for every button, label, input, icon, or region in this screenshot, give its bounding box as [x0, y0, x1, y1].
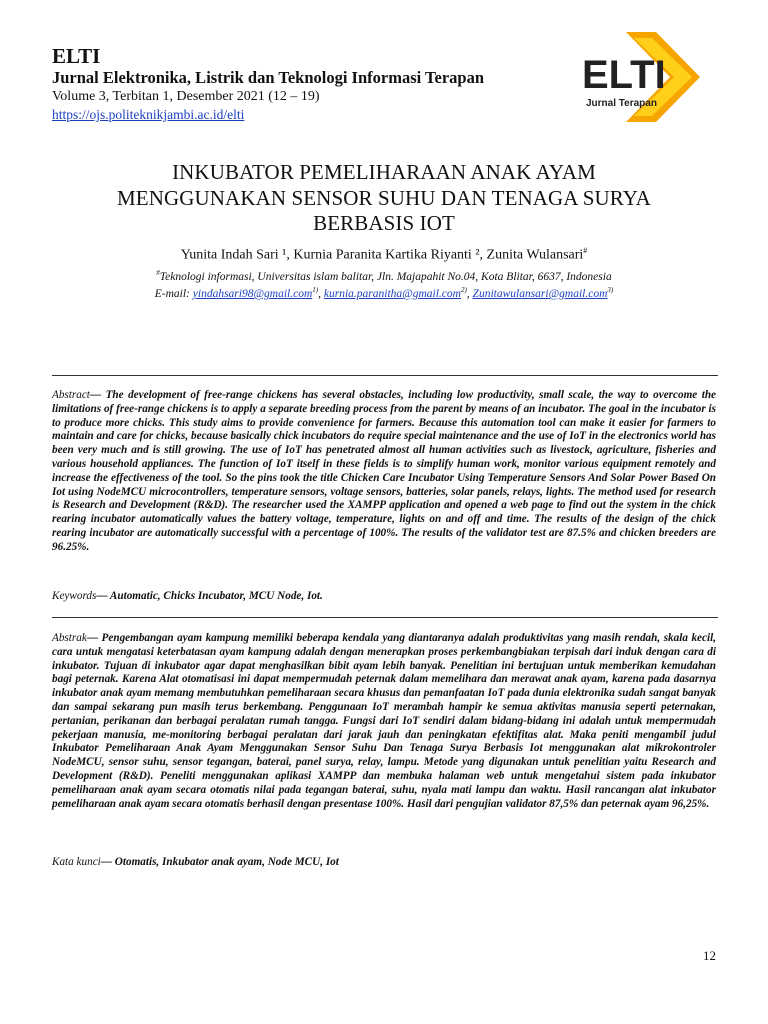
paper-authors: [40, 242, 728, 265]
journal-volume: Volume 3, Terbitan 1, Desember 2021 (12 – 19): [52, 89, 320, 104]
affiliation-mark: #: [156, 269, 160, 277]
elti-logo: [574, 30, 704, 124]
abstract-dash: —: [89, 389, 106, 401]
email-link-3[interactable]: Zunitawulansari@gmail.com: [472, 287, 608, 300]
logo-tagline: Jurnal Terapan: [586, 98, 657, 109]
abstract-label: Abstract: [52, 389, 90, 401]
email-link-2[interactable]: kurnia.paranitha@gmail.com: [323, 287, 461, 300]
abstract-indonesian: [52, 632, 716, 811]
affiliation-text: Teknologi informasi, Universitas islam balitar, Jln. Majapahit No.04, Kota Blitar, 6637, Indonesia: [159, 270, 612, 283]
kata-kunci-label: Kata kunci: [52, 856, 101, 868]
email-mark: 2): [460, 286, 467, 294]
title-line: MENGGUNAKAN SENSOR SUHU DAN TENAGA SURYA: [117, 185, 651, 210]
email-separator: ,: [318, 287, 324, 300]
email-link-1[interactable]: yindahsari98@gmail.com: [192, 287, 313, 300]
email-mark: 1): [312, 286, 319, 294]
email-label: E-mail:: [154, 287, 193, 300]
abstract-english: [52, 389, 716, 555]
journal-full-name: Jurnal Elektronika, Listrik dan Teknologi Informasi Terapan: [52, 68, 485, 87]
email-separator: ,: [466, 287, 473, 300]
abstrak-label: Abstrak: [52, 632, 87, 644]
page-number: 12: [703, 948, 716, 963]
divider-top: [52, 375, 718, 376]
affiliation: [40, 266, 728, 285]
journal-header: [52, 44, 572, 124]
abstract-text: The development of free-range chickens has several obstacles, including low productivity, small scale, the way to overcome the limitations of free-range chickens is to apply a separate breeding process from the parent by means of an incubator. The goal in the incubator is to produce more chicks. This study aims to provide convenience for farmers. Because this automation tool can make it easier for farmers to maintain and care for chicks, because basically chick incubators do require special maintenance and the use of IoT in the electronics world has been very much and is still growing. The use of IoT has penetrated almost all human activities such as livestock, agriculture, fisheries and various household appliances. The function of IoT itself in these fields is to simplify human work, monitor various equipment remotely and increase the effectiveness of the tool. So the pins took the title Chicken Care Incubator Using Temperature Sensors And Solar Power Based On Iot using NodeMCU microcontrollers, temperature sensors, voltage sensors, batteries, solar panels, relays, lights. The method used for research is Research and Development (R&D). The researcher used the XAMPP application and opened a web page to find out the system in the chick rearing incubator automatically values the battery voltage, temperature, lights on and off and time. The results of the design of the chick rearing incubator are automatically successful with a percentage of 100%. The results of the validator test are 87.5% and chicken breeders are 96.25%.: [52, 389, 717, 553]
keywords-indonesian: [52, 855, 716, 869]
divider-middle: [52, 617, 718, 618]
abstrak-dash: —: [86, 632, 102, 644]
keywords-text: Automatic, Chicks Incubator, MCU Node, Iot.: [109, 590, 323, 602]
author-affiliation-mark: #: [583, 246, 588, 255]
paper-title: [40, 160, 728, 237]
title-line: INKUBATOR PEMELIHARAAN ANAK AYAM: [172, 160, 596, 184]
journal-url-link[interactable]: https://ojs.politeknikjambi.ac.id/elti: [52, 107, 245, 122]
logo-wordmark: ELTI: [582, 53, 666, 97]
kata-kunci-dash: —: [100, 856, 115, 868]
author-list: Yunita Indah Sari ¹, Kurnia Paranita Kartika Riyanti ², Zunita Wulansari: [180, 247, 584, 263]
title-line: BERBASIS IOT: [313, 211, 455, 235]
kata-kunci-text: Otomatis, Inkubator anak ayam, Node MCU, Iot: [114, 856, 339, 868]
keywords-label: Keywords: [52, 590, 97, 602]
keywords-dash: —: [96, 590, 110, 602]
keywords-english: [52, 589, 716, 603]
author-emails: [40, 283, 728, 302]
email-mark: 3): [607, 286, 614, 294]
abstrak-text: Pengembangan ayam kampung memiliki beberapa kendala yang diantaranya adalah produktivitas yang masih rendah, skala kecil, cara untuk mengatasi keterbatasan ayam kampung adalah dengan menerapkan proses perkembangbiakan terpisah dari induk dengan cara di inkubator. Tujuan di inkubator agar dapat menghasilkan bibit ayam lebih banyak. Penelitian ini bertujuan untuk memberikan kemudahan bagi peternak. Karena Alat otomatisasi ini dapat mempermudah peternak dalam memelihara dan merawat anak ayam, karena pada dasarnya inkubator anak ayam memang membutuhkan pemeliharaan secara khusus dan pemanfaatan IoT pada dunia elektronika sudah sangat banyak dan sampai sekarang pun masih terus berkembang. Penggunaan IoT merambah hampir ke semua aktivitas manusia seperti peternakan, pertanian, perikanan dan berbagai peralatan rumah tangga. Fungsi dari IoT sendiri dalam bidang-bidang ini adalah untuk mempermudah pekerjaan manusia, me-monitoring berbagai peralatan dari jarak jauh dan peningkatan efektifitas alat. Maka peniti mengambil judul Inkubator Pemeliharaan Anak Ayam Menggunakan Sensor Suhu Dan Tenaga Surya Berbasis Iot menggunakan alat mikrokontroler NodeMCU, sensor suhu, sensor tegangan, baterai, panel surya, relay, lampu. Metode yang digunakan untuk penelitian yaitu Research and Development (R&D). Peneliti menggunakan aplikasi XAMPP dan membuka halaman web untuk mengetahui sistem pada inkubator pemeliharaan anak ayam secara otomatis nilai pada tegangan baterai, suhu, nyala mati lampu dan waktu. Hasil rancangan alat inkubator pemeliharaan anak ayam secara otomatis berhasil dengan presentase 100%. Hasil dari pengujian validator 87,5% dan peternak ayam 96,25%.: [52, 632, 717, 810]
journal-short-name: ELTI: [52, 44, 101, 68]
